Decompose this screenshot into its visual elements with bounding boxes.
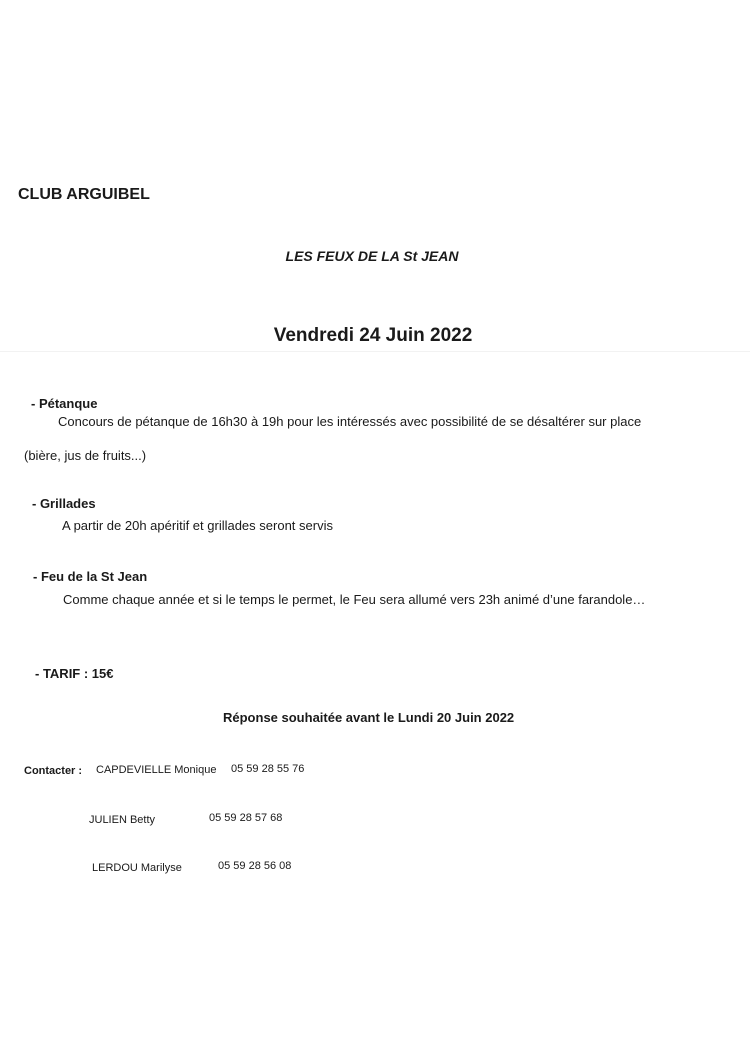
contact-name: JULIEN Betty — [89, 814, 156, 826]
petanque-description-line1: Concours de pétanque de 16h30 à 19h pour les intéressés avec possibilité de se désaltérer sur place — [58, 414, 642, 429]
contact-phone: 05 59 28 55 76 — [231, 763, 305, 775]
feu-description: Comme chaque année et si le temps le permet, le Feu sera allumé vers 23h animé d’une farandole… — [63, 592, 646, 607]
reply-deadline: Réponse souhaitée avant le Lundi 20 Juin 2022 — [223, 710, 515, 725]
event-date — [0, 325, 750, 347]
section-heading-feu: - Feu de la St Jean — [33, 569, 148, 584]
contact-phone: 05 59 28 56 08 — [218, 860, 292, 872]
event-title-text: LES FEUX DE LA St JEAN — [285, 248, 459, 264]
event-date-text: Vendredi 24 Juin 2022 — [273, 325, 473, 346]
club-name: CLUB ARGUIBEL — [18, 186, 150, 203]
section-heading-grillades: - Grillades — [32, 496, 96, 511]
scan-artifact-line — [0, 351, 750, 352]
contact-phone: 05 59 28 57 68 — [209, 812, 283, 824]
grillades-description: A partir de 20h apéritif et grillades seront servis — [62, 518, 333, 533]
contacts-label: Contacter : — [24, 765, 83, 777]
event-title — [0, 248, 750, 264]
tarif-label: - TARIF : 15€ — [35, 666, 114, 681]
petanque-description-line2: (bière, jus de fruits...) — [24, 448, 147, 463]
section-heading-petanque: - Pétanque — [31, 396, 98, 411]
contact-name: LERDOU Marilyse — [92, 862, 182, 874]
contact-name: CAPDEVIELLE Monique — [96, 764, 217, 776]
